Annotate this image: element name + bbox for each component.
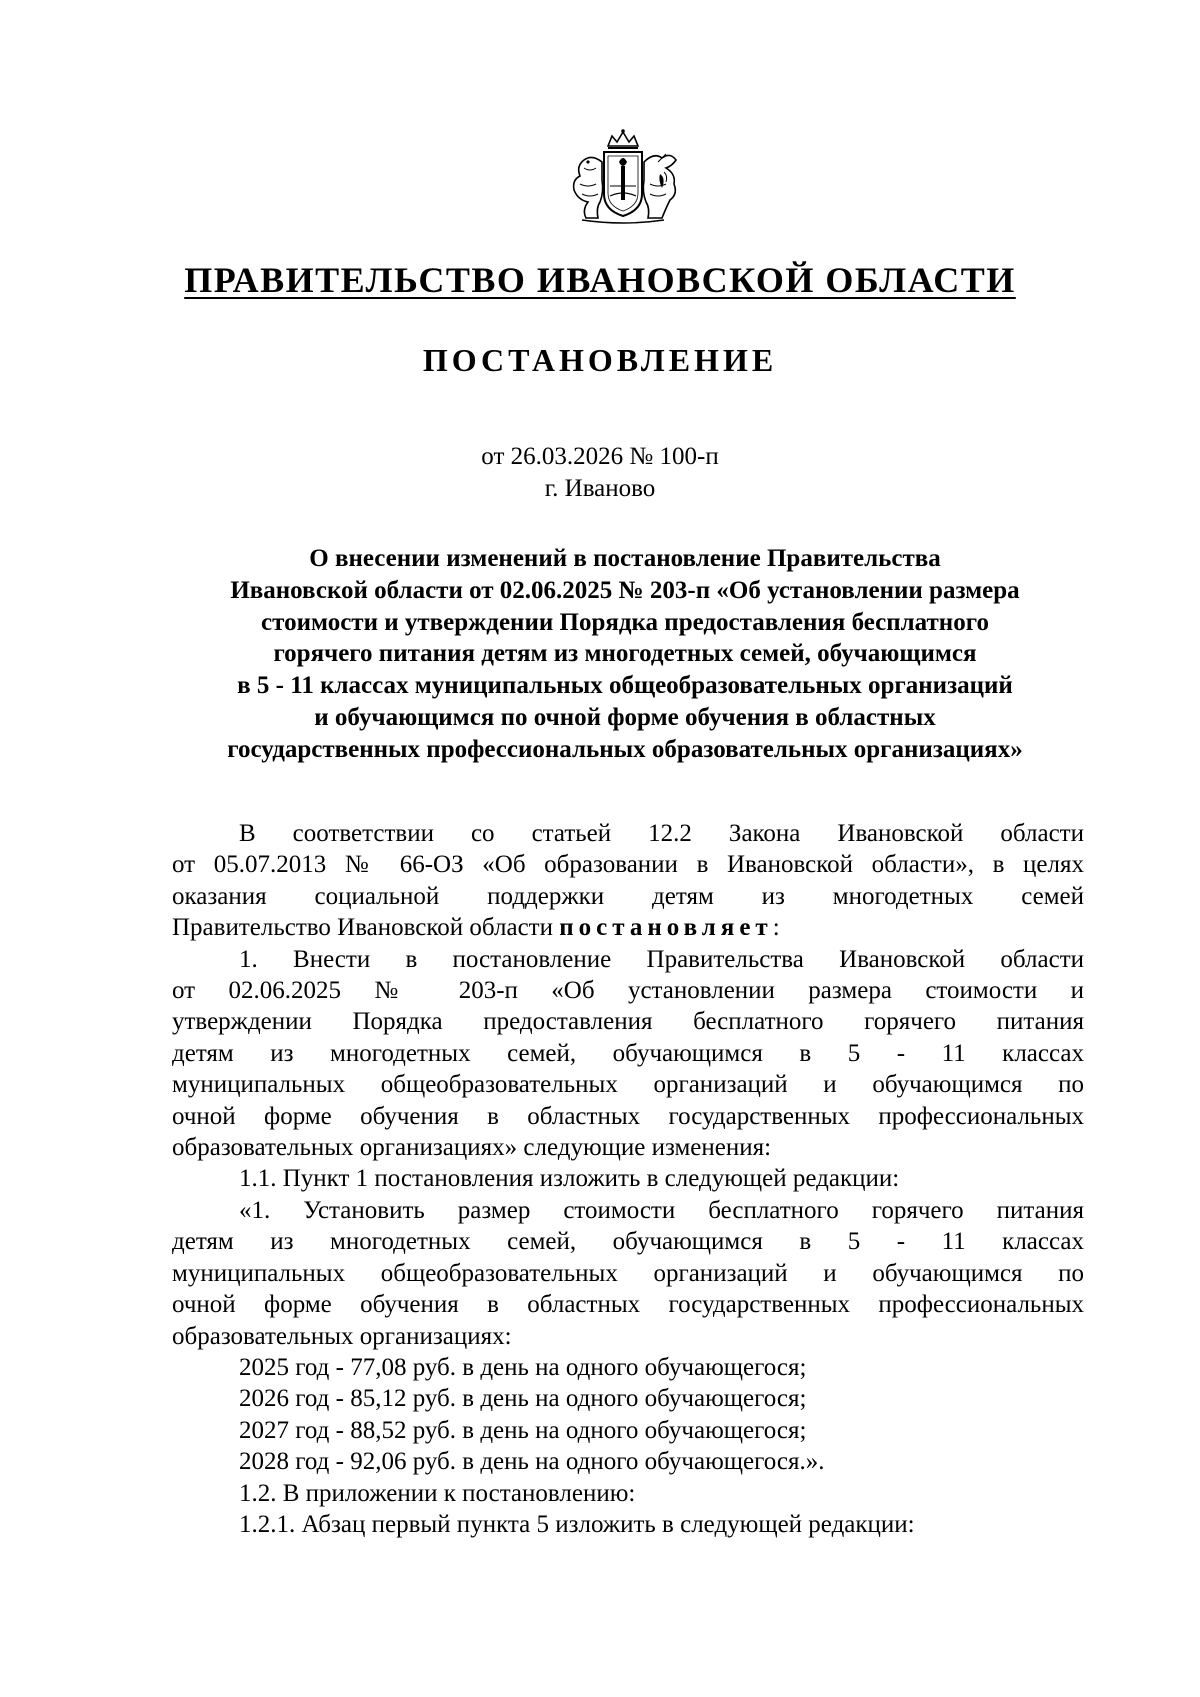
organization-title [0, 258, 1200, 302]
item-1-2: 1.2. В приложении к постановлению: [239, 1479, 636, 1507]
cost-line: 2026 год - 85,12 руб. в день на одного обучающегося; [239, 1385, 807, 1413]
item-1-line: муниципальных общеобразовательных организаций и обучающимся по [172, 1071, 1084, 1099]
subject-line: О внесении изменений в постановление Правительства [309, 545, 941, 572]
subject-line: Ивановской области от 02.06.2025 № 203-п «Об установлении размера [230, 576, 1020, 604]
document-subject [150, 543, 1100, 766]
quote-line: муниципальных общеобразовательных организаций и обучающимся по [172, 1259, 1084, 1287]
subject-line: стоимости и утверждении Порядка предоставления бесплатного [261, 608, 989, 636]
item-1-line: утверждении Порядка предоставления бесплатного горячего питания [172, 1008, 1084, 1036]
item-1-1: 1.1. Пункт 1 постановления изложить в следующей редакции: [239, 1165, 900, 1193]
resolves-colon: : [772, 914, 780, 942]
organization-title-text: ПРАВИТЕЛЬСТВО ИВАНОВСКОЙ ОБЛАСТИ [184, 260, 1016, 300]
item-1-line: детям из многодетных семей, обучающимся в 5 - 11 классах [172, 1039, 1084, 1067]
cost-line: 2027 год - 88,52 руб. в день на одного обучающегося; [239, 1416, 807, 1444]
preamble-line: от 05.07.2013 № 66-ОЗ «Об образовании в Ивановской области», в целях [172, 851, 1084, 879]
preamble-text: Правительство Ивановской области [172, 914, 560, 942]
item-1-2-1: 1.2.1. Абзац первый пункта 5 изложить в следующей редакции: [239, 1510, 915, 1538]
quote-line: «1. Установить размер стоимости бесплатного горячего питания [239, 1196, 1084, 1224]
preamble-line: В соответствии со статьей 12.2 Закона Ивановской области [239, 820, 1084, 847]
quote-line: очной форме обучения в областных государственных профессиональных [172, 1291, 1084, 1319]
subject-line: государственных профессиональных образовательных организациях» [227, 735, 1023, 763]
subject-line: в 5 - 11 классах муниципальных общеобразовательных организаций [237, 672, 1013, 700]
item-1-line: от 02.06.2025 № 203-п «Об установлении размера стоимости и [172, 977, 1084, 1005]
preamble-line: оказания социальной поддержки детям из многодетных семей [172, 882, 1084, 910]
quote-line: детям из многодетных семей, обучающимся в 5 - 11 классах [172, 1228, 1084, 1256]
resolves-word: постановляет [559, 914, 773, 942]
document-body [172, 818, 1084, 1540]
item-1-line: 1. Внести в постановление Правительства Ивановской области [239, 945, 1084, 973]
cost-line: 2025 год - 77,08 руб. в день на одного обучающегося; [239, 1353, 807, 1381]
coat-of-arms-icon [562, 128, 684, 226]
subject-line: и обучающимся по очной форме обучения в областных [314, 703, 936, 731]
document-type: ПОСТАНОВЛЕНИЕ [422, 342, 778, 378]
document-date-number: от 26.03.2026 № 100-п [481, 443, 719, 470]
preamble-line-last [172, 912, 1084, 943]
cost-line: 2028 год - 92,06 руб. в день на одного обучающегося.». [239, 1448, 825, 1476]
document-city: г. Иваново [544, 475, 656, 502]
quote-line: образовательных организациях: [172, 1322, 512, 1350]
subject-line: горячего питания детям из многодетных семей, обучающимся [273, 640, 977, 668]
item-1-line: очной форме обучения в областных государственных профессиональных [172, 1102, 1084, 1130]
item-1-line: образовательных организациях» следующие изменения: [172, 1134, 772, 1162]
